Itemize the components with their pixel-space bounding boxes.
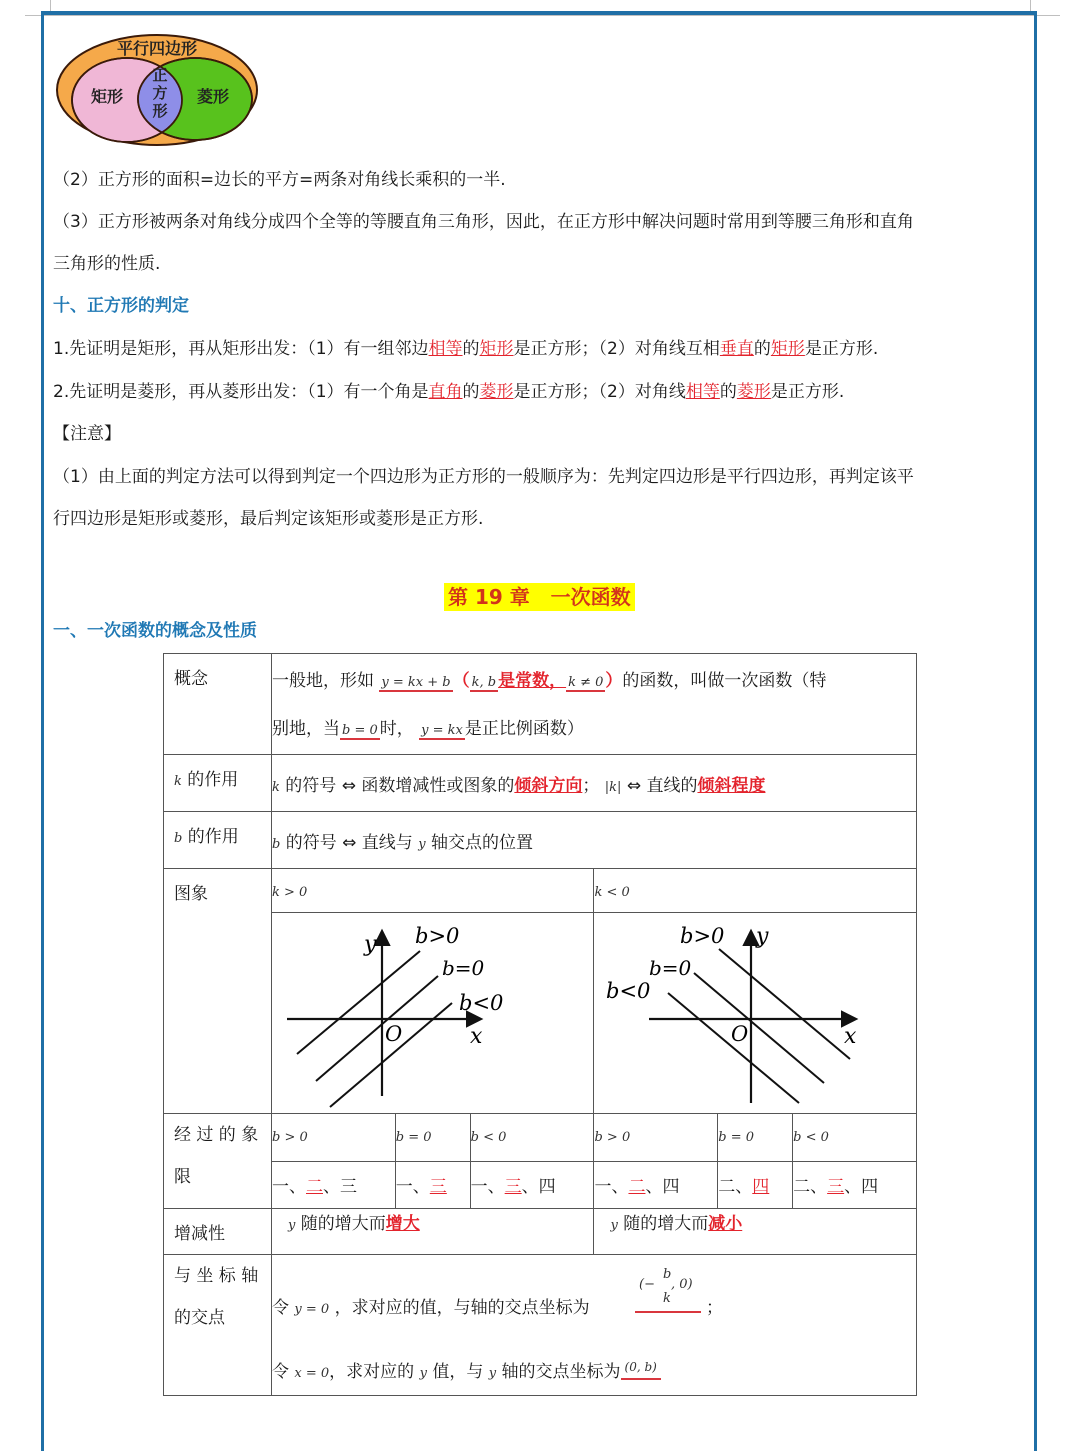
text: ，求对应的 [329,1362,415,1382]
label-intercepts [164,1255,272,1396]
text: 的作用 [187,770,239,790]
formula: b > 0 [594,1130,631,1145]
quadrant-head [395,1114,470,1162]
graph-k-negative [594,913,917,1114]
text: 别地，当 [272,719,340,739]
graph-head-k-negative [594,869,917,913]
label-y: y [756,924,769,949]
label-monotonic: 增减性 [164,1209,272,1255]
formula: , 0) [671,1277,693,1292]
label-k-role [164,755,272,812]
text: 值，与 [432,1362,484,1382]
row-monotonic [164,1209,917,1255]
text: ； [582,776,600,796]
answer-blank: 矩形 [770,339,805,359]
fraction-numerator: b [663,1267,672,1282]
label-x: x [470,1024,483,1049]
venn-label-left: 矩形 [90,87,124,106]
text: 的交点 [174,1308,225,1328]
text: 的 [753,339,771,359]
text: 令 [272,1298,289,1318]
formula: b = 0 [395,1130,432,1145]
text: 二、 [793,1176,828,1197]
formula: b > 0 [272,1130,308,1145]
answer-y-intercept: (0, b) [621,1360,661,1380]
row-quadrant-heads [164,1114,917,1162]
quadrant-value [718,1161,793,1209]
label-y: y [364,932,377,957]
formula: b = 0 [718,1130,755,1145]
text: 的 [462,382,480,402]
var: k [272,780,280,795]
answer-blank: 直角 [428,382,463,402]
note-text-cont: 行四边形是矩形或菱形，最后判定该矩形或菱形是正方形. [53,509,484,529]
text: 是正方形；（2）对角线 [513,382,686,402]
paragraph-square-area: （2）正方形的面积=边长的平方=两条对角线长乘积的一半. [53,170,506,190]
text: ） [605,671,623,691]
text: 是正方形；（2）对角线互相 [513,339,720,359]
text: 的符号 ⇔ 函数增减性或图象的 [285,776,515,796]
text: 轴的交点坐标为 [501,1362,621,1382]
text: 轴交点的位置 [430,833,533,853]
text: 一般地，形如 [272,671,374,691]
text: ⇔ 直线的 [626,776,698,796]
quadrant-head [470,1114,594,1162]
text: ，求对应的值，与轴的交点坐标为 [334,1298,590,1318]
row-concept [164,654,917,755]
answer-blank: 三 [504,1176,522,1197]
text: 与 坐 标 轴 [174,1266,259,1286]
label-quadrants [164,1114,272,1209]
text: 二、 [718,1176,753,1197]
venn-label-right: 菱形 [196,87,230,106]
label-b-zero: b=0 [649,956,692,980]
graph-decreasing-lines [594,913,914,1109]
venn-center-char: 方 [152,84,168,102]
formula: y = kx [421,723,463,738]
text: 的符号 ⇔ 直线与 [285,833,413,853]
intercept-y-line [272,1357,916,1382]
answer-blank: 四 [752,1176,770,1197]
var: y [610,1218,618,1233]
answer-blank: 垂直 [719,339,754,359]
intercepts-text [272,1255,917,1396]
label-b-zero: b=0 [442,956,485,980]
line-b-zero [316,976,438,1081]
formula: b < 0 [470,1130,507,1145]
quadrant-head [272,1114,396,1162]
quadrant-value [793,1161,917,1209]
answer-blank: 倾斜程度 [697,776,766,796]
text: 是正方形. [770,382,845,402]
label-b-role [164,812,272,869]
monotonic-increasing [272,1209,594,1255]
criteria-line-1 [53,339,878,359]
criteria-line-2 [53,382,844,402]
text: 经 过 的 象 [174,1125,259,1145]
text: 、四 [844,1176,879,1197]
label-x: x [844,1024,857,1049]
line-b-negative [668,993,799,1103]
answer-blank: 三 [827,1176,845,1197]
text: 的函数，叫做一次函数（特 [622,671,827,691]
linear-function-table [163,653,917,1396]
answer-blank: 增大 [385,1214,420,1234]
paragraph-square-triangles: （3）正方形被两条对角线分成四个全等的等腰直角三角形，因此，在正方形中解决问题时常用到等腰三角形和直角 [53,212,914,232]
venn-center-char: 正 [152,66,168,84]
label-b-positive: b>0 [680,924,725,948]
quadrant-value [272,1161,396,1209]
var: k [174,774,182,789]
formula: |k| [604,780,622,795]
answer-blank: 矩形 [479,339,514,359]
text: 随的增大而 [300,1214,386,1234]
formula: b = 0 [342,723,378,738]
row-quadrant-values [164,1161,917,1209]
text: 的作用 [187,827,239,847]
text: 的 [719,382,737,402]
quadrant-head [594,1114,718,1162]
graph-head-k-positive [272,869,594,913]
formula: k ≠ 0 [568,675,604,690]
formula: y = 0 [294,1302,330,1317]
text: 一、 [470,1176,505,1197]
fraction-denominator: k [663,1291,671,1306]
text: 令 [272,1362,289,1382]
formula: (− [639,1277,655,1292]
var: y [288,1218,296,1233]
text: （ [452,671,470,691]
k-role-text [272,755,917,812]
formula: k < 0 [594,885,630,900]
text: 、三 [323,1176,357,1197]
formula: k, b [471,675,497,690]
answer-x-intercept [635,1267,701,1313]
answer-blank: 二 [628,1176,646,1197]
note-heading: 【注意】 [53,424,121,444]
monotonic-decreasing [594,1209,917,1255]
graph-k-positive [272,913,594,1114]
venn-label-center [152,66,168,120]
quadrant-value [395,1161,470,1209]
text: 是正方形. [804,339,879,359]
paragraph-square-triangles-cont: 三角形的性质. [53,254,161,274]
var: y [419,1366,427,1381]
row-intercepts [164,1255,917,1396]
chapter-title: 第 19 章 一次函数 [444,583,635,611]
label-b-negative: b<0 [459,991,504,1015]
answer-blank: 是常数， [498,671,567,691]
text-group [272,1293,590,1318]
text: 是正比例函数） [464,719,584,739]
var: b [272,837,281,852]
answer-blank: 减小 [708,1214,743,1234]
var: y [418,837,426,852]
quadrant-head [793,1114,917,1162]
text: 一、 [594,1176,629,1197]
answer-blank: 三 [429,1176,447,1197]
b-role-text [272,812,917,869]
section-heading-square-criteria: 十、正方形的判定 [53,296,189,316]
row-graph [164,913,917,1114]
answer-blank: 菱形 [736,382,771,402]
text: 时， [379,719,414,739]
answer-blank: 倾斜方向 [514,776,583,796]
formula: b < 0 [793,1130,829,1145]
text: ； [706,1298,723,1318]
graph-increasing-lines [272,913,592,1109]
quadrilateral-venn-diagram [55,32,260,147]
answer-blank: 二 [306,1176,323,1197]
text: 随的增大而 [623,1214,709,1234]
text: 限 [174,1167,191,1187]
answer-blank: 相等 [428,339,463,359]
label-concept: 概念 [164,654,272,755]
venn-center-char: 形 [152,102,168,120]
text: 1.先证明是矩形，再从矩形出发：（1）有一组邻边 [53,339,429,359]
row-graph-head [164,869,917,913]
label-origin: O [731,1022,749,1046]
quadrant-value [470,1161,594,1209]
text: 的 [462,339,480,359]
var: y [488,1366,497,1381]
concept-text [272,654,917,755]
label-origin: O [385,1022,403,1046]
formula: k > 0 [272,885,308,900]
text: 、四 [645,1176,680,1197]
row-k-role [164,755,917,812]
var: b [174,831,183,846]
intercept-x-line [272,1255,916,1319]
text: 2.先证明是菱形，再从菱形出发：（1）有一个角是 [53,382,429,402]
venn-label-outer: 平行四边形 [116,39,198,58]
text: 一、 [272,1176,306,1197]
label-b-negative: b<0 [606,979,651,1003]
label-graph: 图象 [164,869,272,1114]
section-heading-linear-function: 一、一次函数的概念及性质 [53,621,257,641]
answer-blank: 菱形 [479,382,514,402]
text: 、四 [521,1176,556,1197]
formula: y = kx + b [381,675,451,690]
text: 一、 [395,1176,430,1197]
row-b-role [164,812,917,869]
quadrant-head [718,1114,793,1162]
formula: x = 0 [294,1366,330,1381]
quadrant-value [594,1161,718,1209]
label-b-positive: b>0 [415,924,460,948]
note-text: （1）由上面的判定方法可以得到判定一个四边形为正方形的一般顺序为：先判定四边形是平行四边形，再判定该平 [53,467,914,487]
answer-blank: 相等 [685,382,720,402]
line-b-zero [694,973,824,1083]
